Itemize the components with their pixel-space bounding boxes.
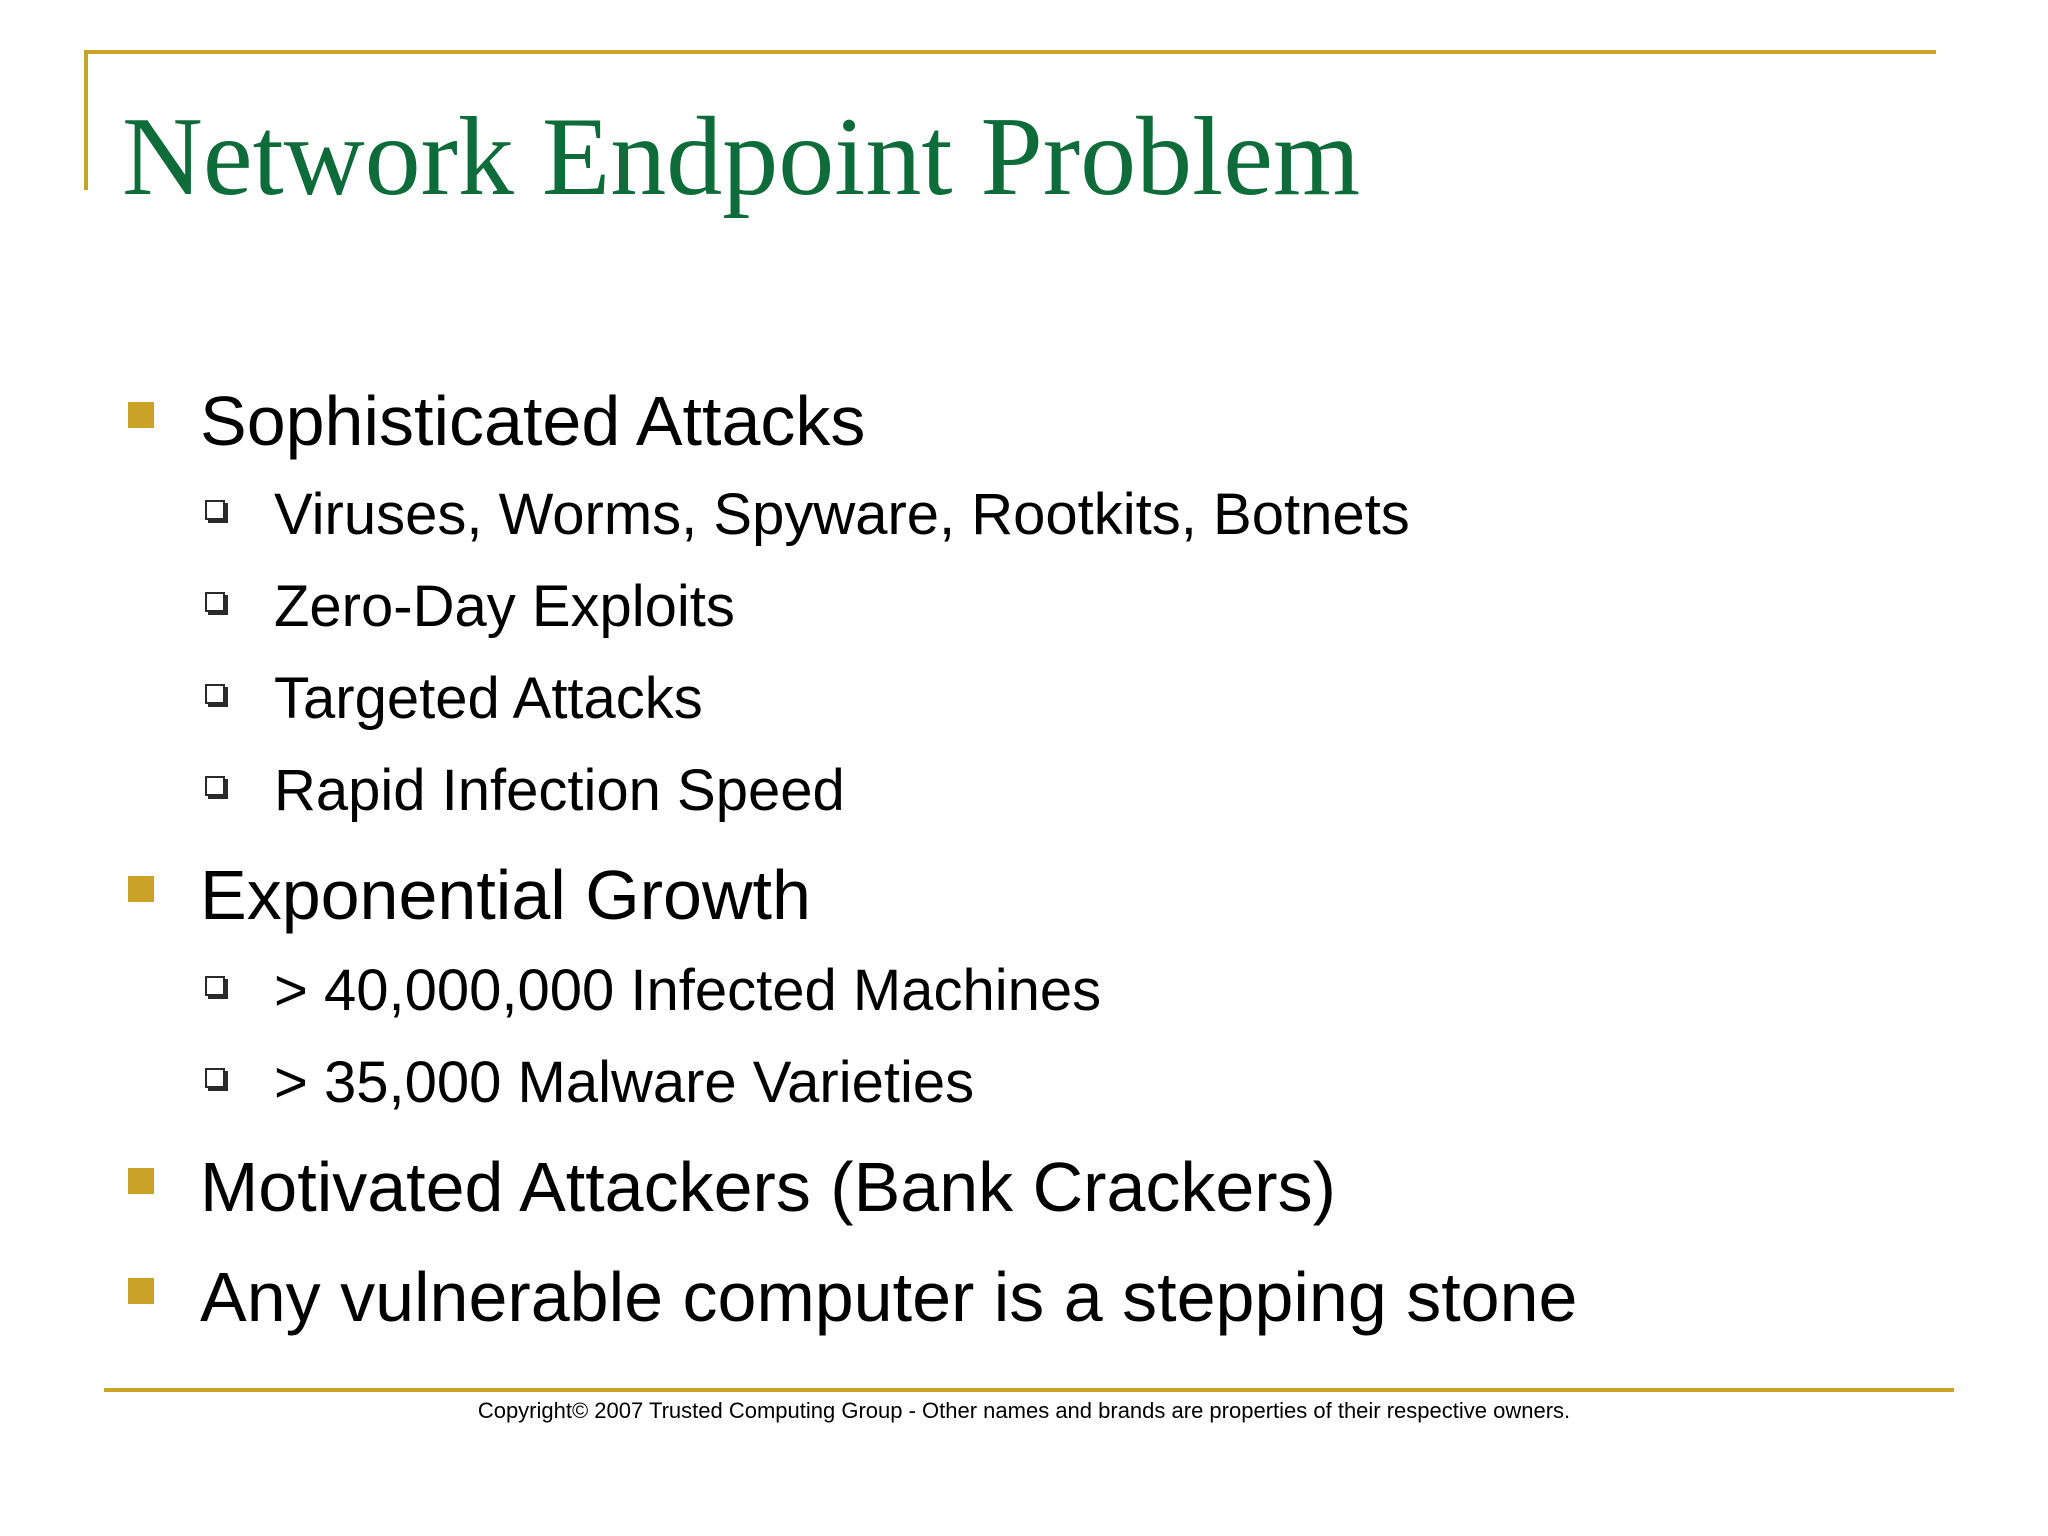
sub-bullet-rapid-infection: Rapid Infection Speed bbox=[274, 758, 845, 823]
hollow-box-icon bbox=[205, 776, 225, 796]
gold-square-icon bbox=[128, 1168, 154, 1194]
sub-bullet-targeted: Targeted Attacks bbox=[274, 666, 703, 731]
gold-square-icon bbox=[128, 402, 154, 428]
hollow-box-icon bbox=[205, 976, 225, 996]
bullet-sophisticated-attacks: Sophisticated Attacks bbox=[200, 382, 866, 460]
title-frame-top-rule bbox=[84, 50, 1936, 54]
bullet-exponential-growth: Exponential Growth bbox=[200, 856, 811, 934]
sub-bullet-viruses: Viruses, Worms, Spyware, Rootkits, Botnets bbox=[274, 482, 1410, 547]
copyright-footer: Copyright© 2007 Trusted Computing Group - Other names and brands are properties of their respective owners. bbox=[477, 1398, 1571, 1423]
title-frame-left-rule bbox=[84, 50, 88, 190]
footer-rule bbox=[104, 1388, 1954, 1392]
hollow-box-icon bbox=[205, 1068, 225, 1088]
hollow-box-icon bbox=[205, 500, 225, 520]
bullet-motivated-attackers: Motivated Attackers (Bank Crackers) bbox=[200, 1148, 1336, 1226]
hollow-box-icon bbox=[205, 684, 225, 704]
slide-title: Network Endpoint Problem bbox=[122, 95, 1361, 219]
gold-square-icon bbox=[128, 1278, 154, 1304]
sub-bullet-infected-machines: > 40,000,000 Infected Machines bbox=[274, 958, 1102, 1023]
bullet-stepping-stone: Any vulnerable computer is a stepping stone bbox=[200, 1258, 1578, 1336]
gold-square-icon bbox=[128, 876, 154, 902]
hollow-box-icon bbox=[205, 592, 225, 612]
sub-bullet-malware-varieties: > 35,000 Malware Varieties bbox=[274, 1050, 975, 1115]
sub-bullet-zero-day: Zero-Day Exploits bbox=[274, 574, 735, 639]
